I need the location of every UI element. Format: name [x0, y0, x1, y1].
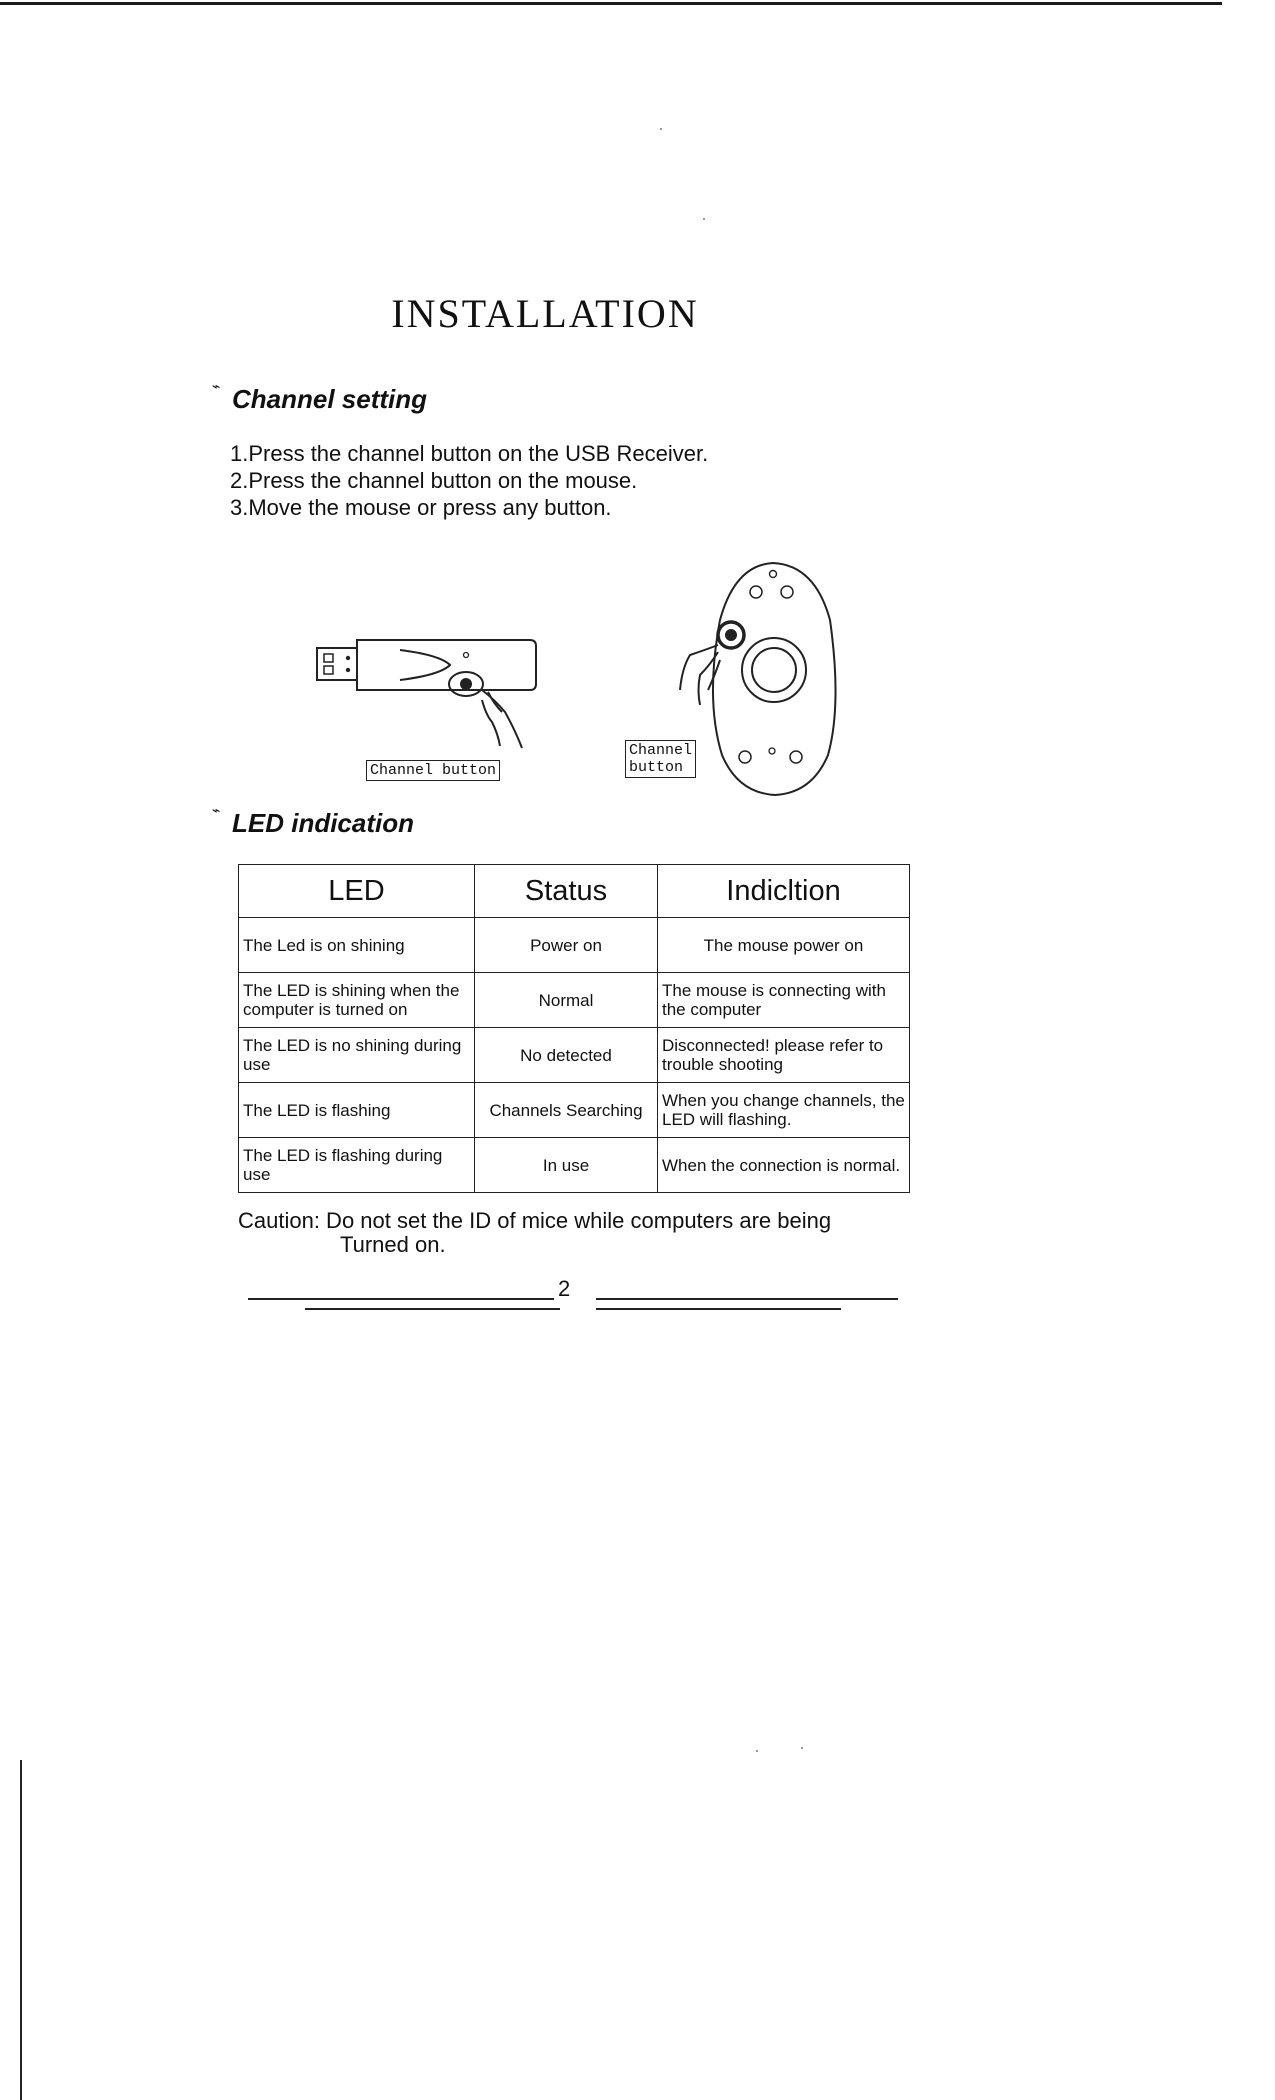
channel-setting-steps: [230, 440, 708, 521]
caution-line-1: Caution: Do not set the ID of mice while computers are being: [238, 1208, 832, 1233]
indication-cell: Disconnected! please refer to trouble shooting: [658, 1028, 910, 1083]
table-row: [239, 973, 910, 1028]
bullet-mark-icon: ⌁: [212, 802, 221, 818]
status-cell: In use: [475, 1138, 658, 1193]
footer-rule-left-lower: [305, 1308, 560, 1310]
table-row: [239, 1028, 910, 1083]
status-cell: Channels Searching: [475, 1083, 658, 1138]
led-indication-heading: [212, 802, 414, 839]
left-border-line: [20, 1760, 22, 2100]
led-cell: The LED is shining when the computer is turned on: [239, 973, 475, 1028]
led-cell: The LED is no shining during use: [239, 1028, 475, 1083]
usb-receiver-drawing: [317, 640, 536, 748]
scan-speck: [660, 128, 662, 130]
indication-cell: The mouse power on: [658, 918, 910, 973]
scan-speck: [801, 1747, 803, 1749]
column-header-status: Status: [475, 865, 658, 918]
status-cell: Normal: [475, 973, 658, 1028]
table-row: [239, 1083, 910, 1138]
footer-rule-right-lower: [596, 1308, 841, 1310]
indication-cell: The mouse is connecting with the computer: [658, 973, 910, 1028]
table-row: [239, 918, 910, 973]
status-cell: No detected: [475, 1028, 658, 1083]
led-cell: The Led is on shining: [239, 918, 475, 973]
scan-speck: [756, 1750, 758, 1752]
step-3: 3.Move the mouse or press any button.: [230, 495, 612, 520]
led-indication-heading-text: LED indication: [232, 808, 414, 838]
mouse-label-line-1: Channel: [629, 742, 693, 759]
scan-speck: [703, 218, 705, 220]
bullet-mark-icon: ⌁: [212, 378, 221, 394]
step-2: 2.Press the channel button on the mouse.: [230, 468, 638, 493]
table-row: [239, 1138, 910, 1193]
footer-rule-right: [596, 1298, 898, 1300]
top-border-line: [0, 2, 1222, 5]
footer-rule-left: [248, 1298, 554, 1300]
column-header-indication: Indicltion: [658, 865, 910, 918]
mouse-drawing: [680, 563, 836, 795]
mouse-label-line-2: button: [629, 759, 684, 776]
led-indication-table: [238, 864, 910, 1193]
led-cell: The LED is flashing during use: [239, 1138, 475, 1193]
receiver-channel-button-label: Channel button: [366, 760, 500, 781]
status-cell: Power on: [475, 918, 658, 973]
channel-setting-heading-text: Channel setting: [232, 384, 428, 414]
indication-cell: When you change channels, the LED will flashing.: [658, 1083, 910, 1138]
table-header-row: [239, 865, 910, 918]
step-1: 1.Press the channel button on the USB Receiver.: [230, 441, 709, 466]
column-header-led: LED: [239, 865, 475, 918]
indication-cell: When the connection is normal.: [658, 1138, 910, 1193]
channel-setting-heading: [212, 378, 428, 415]
led-cell: The LED is flashing: [239, 1083, 475, 1138]
mouse-channel-button-label: [625, 740, 696, 778]
page-number: 2: [558, 1276, 571, 1301]
caution-line-2: Turned on.: [340, 1232, 446, 1257]
page-title: INSTALLATION: [391, 291, 699, 336]
caution-note: [238, 1209, 831, 1257]
